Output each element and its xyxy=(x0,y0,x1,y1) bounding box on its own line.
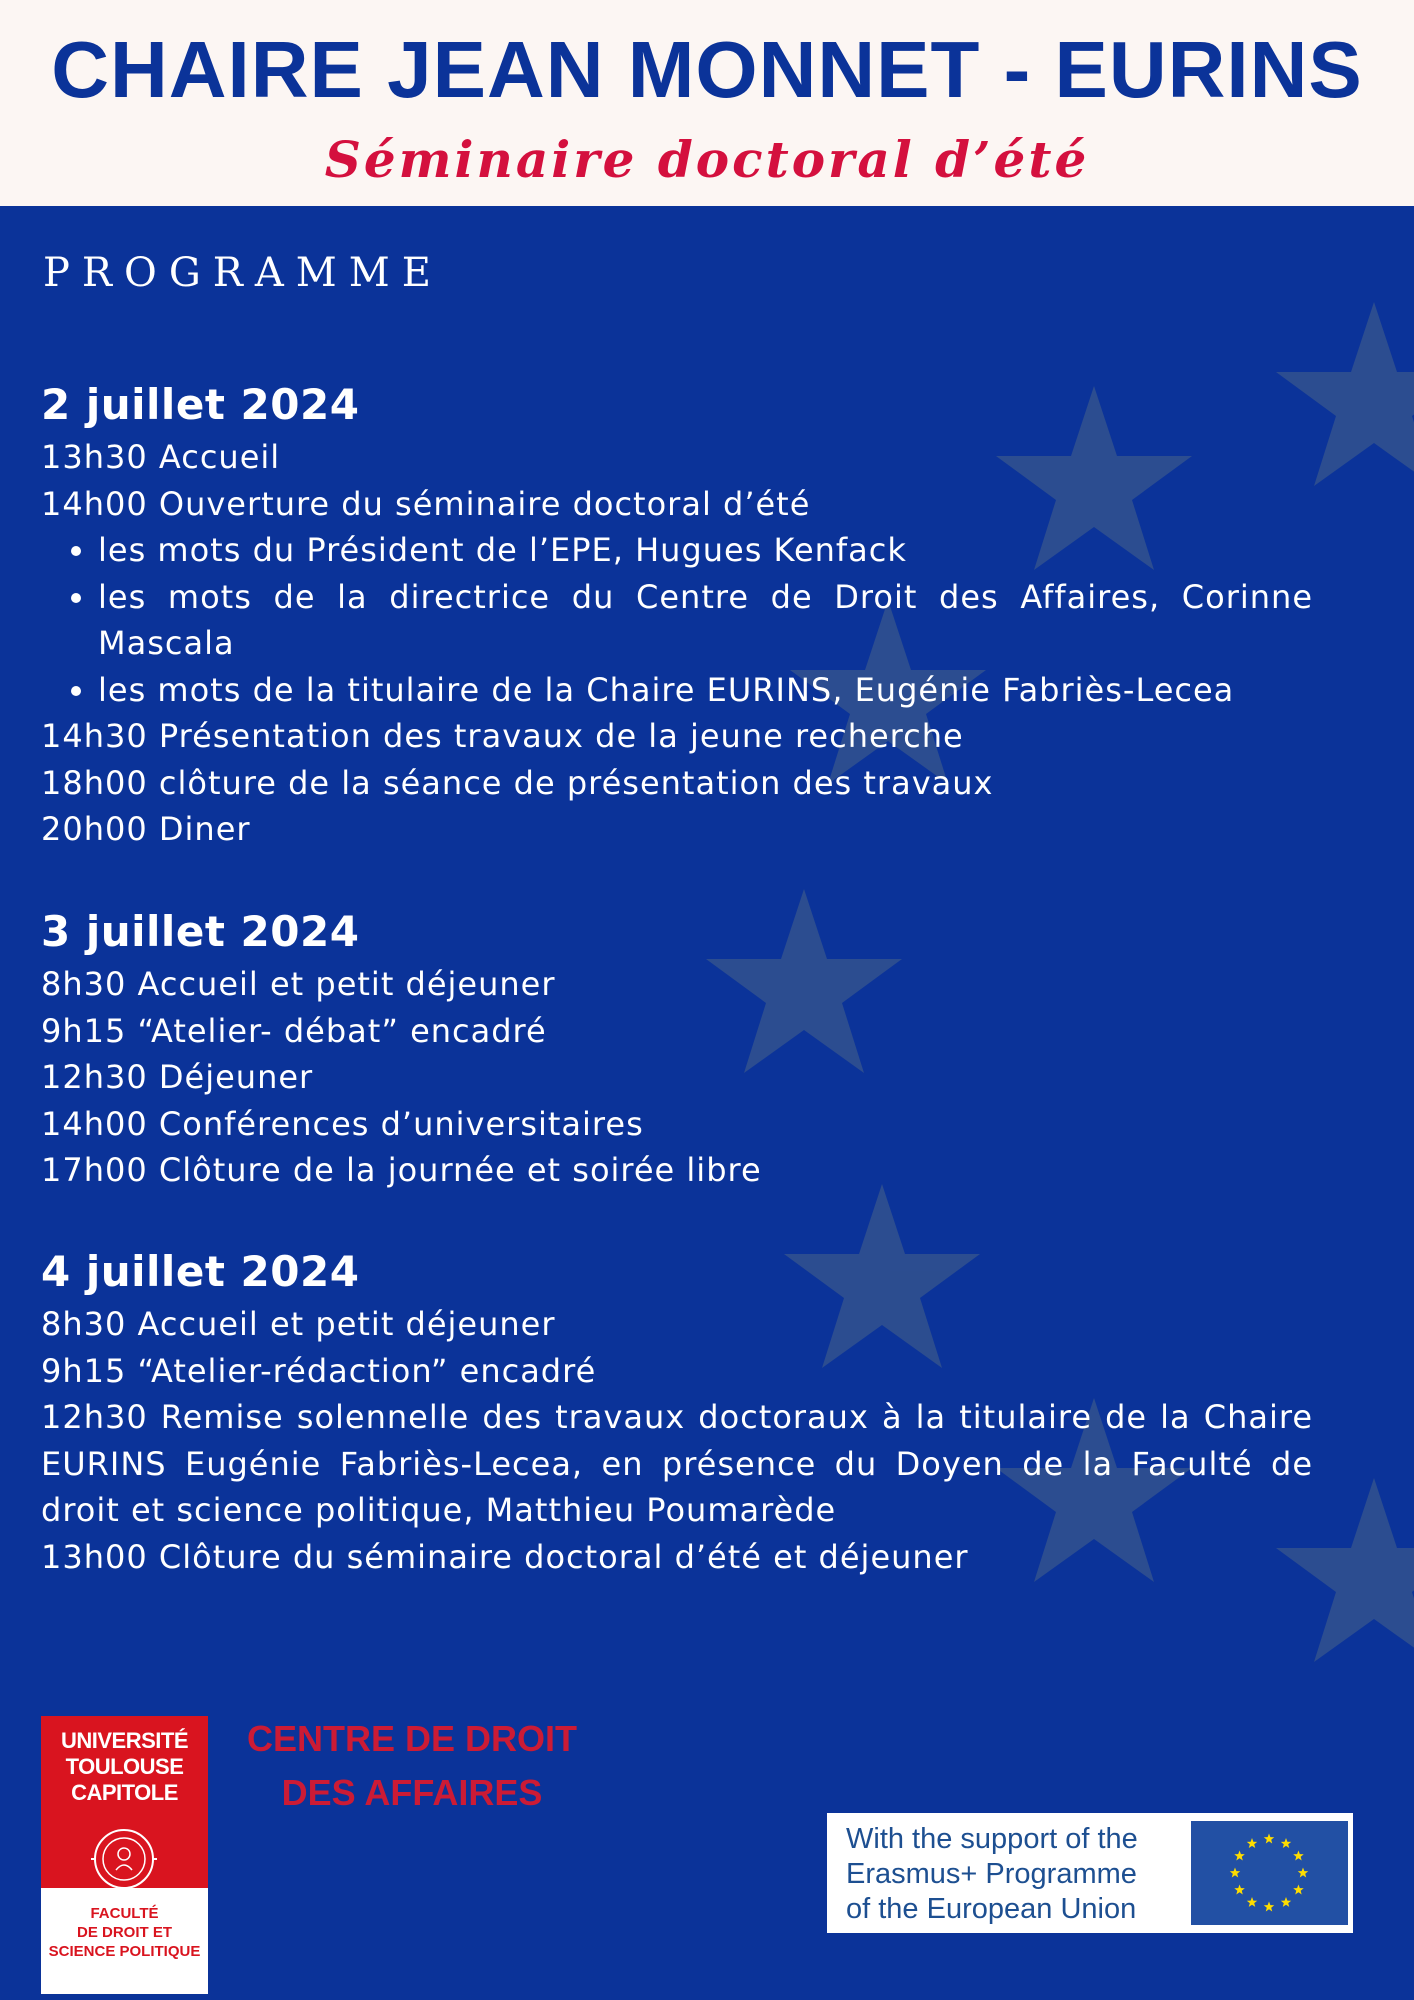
list-item: • les mots du Président de l’EPE, Hugues Kenfack xyxy=(98,527,1313,574)
flag-star-icon xyxy=(1281,1897,1291,1907)
university-logo xyxy=(41,1716,208,1994)
flag-star-icon xyxy=(1234,1885,1244,1895)
schedule-line: 9h15 “Atelier- débat” encadré xyxy=(41,1011,547,1050)
schedule-line: 12h30 Remise solennelle des travaux doctoraux à la titulaire de la Chaire EURINS Eugénie Fabriès-Lecea, en présence du Doyen de la Faculté de droit et science politique, Matthieu Poumarède xyxy=(41,1398,1313,1529)
day-date: 3 juillet 2024 xyxy=(41,907,360,956)
schedule-line: 17h00 Clôture de la journée et soirée libre xyxy=(41,1151,762,1189)
flag-star-icon xyxy=(1264,1834,1274,1844)
eu-flag-icon xyxy=(1191,1821,1348,1925)
university-seal-icon xyxy=(91,1826,157,1892)
flag-star-icon xyxy=(1298,1868,1308,1878)
erasmus-logo xyxy=(827,1813,1353,1933)
flag-star-icon xyxy=(1293,1851,1303,1861)
flag-star-icon xyxy=(1234,1851,1244,1861)
day-date: 2 juillet 2024 xyxy=(41,380,360,429)
list-item: • les mots de la titulaire de la Chaire EURINS, Eugénie Fabriès-Lecea xyxy=(98,667,1313,714)
university-name: UNIVERSITÉ TOULOUSE CAPITOLE xyxy=(60,1728,189,1805)
flag-star-icon xyxy=(1293,1885,1303,1895)
flag-star-icon xyxy=(1281,1838,1291,1848)
day-section xyxy=(41,903,1313,1194)
list-item: • les mots de la directrice du Centre de Droit des Affaires, Corinne Mascala xyxy=(98,574,1313,667)
flag-star-icon xyxy=(1230,1868,1240,1878)
day-date: 4 juillet 2024 xyxy=(41,1247,360,1296)
schedule-line: 14h00 Ouverture du séminaire doctoral d’été xyxy=(41,484,811,523)
erasmus-support-text: With the support of the Erasmus+ Programme of the European Union xyxy=(846,1823,1138,1925)
schedule-line: 13h30 Accueil xyxy=(41,438,281,476)
page-title: CHAIRE JEAN MONNET - EURINS xyxy=(51,25,1363,114)
schedule-line: 13h00 Clôture du séminaire doctoral d’été et déjeuner xyxy=(41,1537,969,1576)
schedule-line: 18h00 clôture de la séance de présentation des travaux xyxy=(41,763,994,802)
schedule-line: 8h30 Accueil et petit déjeuner xyxy=(41,965,556,1003)
schedule-line: 12h30 Déjeuner xyxy=(41,1058,314,1096)
schedule-line: 14h30 Présentation des travaux de la jeune recherche xyxy=(41,717,964,755)
flag-star-icon xyxy=(1247,1897,1257,1907)
schedule-line: 20h00 Diner xyxy=(41,810,251,848)
page-subtitle: Séminaire doctoral d’été xyxy=(324,130,1090,189)
schedule-line: 14h00 Conférences d’universitaires xyxy=(41,1104,644,1143)
day-section xyxy=(41,376,1313,853)
centre-name: CENTRE DE DROIT DES AFFAIRES xyxy=(246,1718,577,1813)
speakers-list xyxy=(41,527,1313,713)
faculty-name: FACULTÉ DE DROIT ET SCIENCE POLITIQUE xyxy=(48,1905,201,1960)
day-section xyxy=(41,1243,1313,1580)
programme-heading: PROGRAMME xyxy=(43,250,443,296)
flag-star-icon xyxy=(1247,1838,1257,1848)
schedule-line: 8h30 Accueil et petit déjeuner xyxy=(41,1305,556,1343)
flag-star-icon xyxy=(1264,1902,1274,1912)
schedule-line: 9h15 “Atelier-rédaction” encadré xyxy=(41,1351,597,1390)
